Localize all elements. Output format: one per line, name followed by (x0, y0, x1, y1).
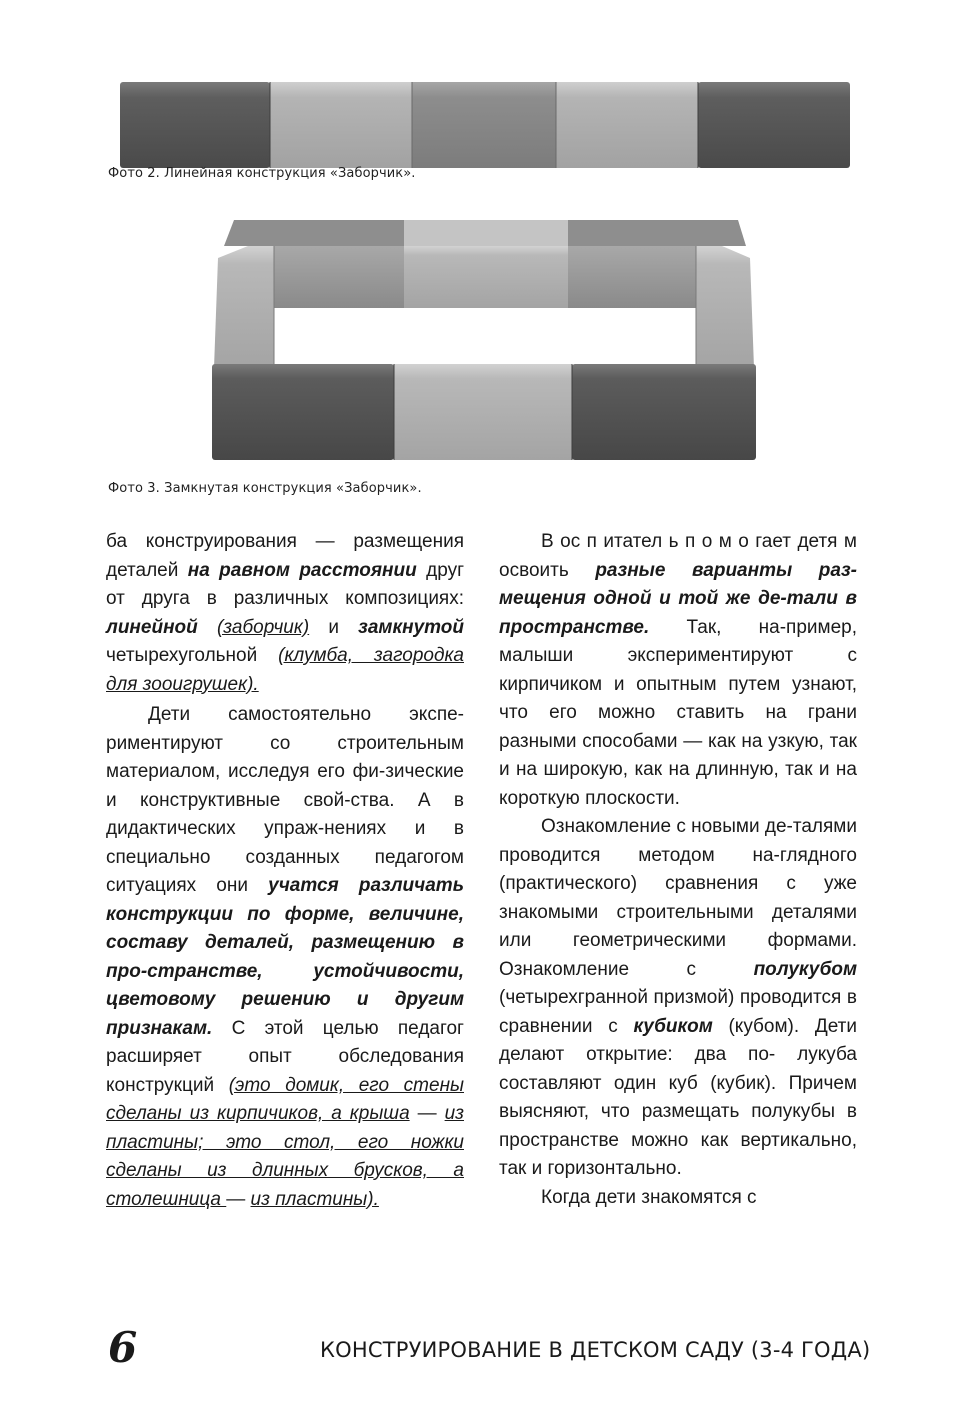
side-block-left (214, 246, 274, 368)
left-column (106, 528, 464, 1214)
block-4 (556, 82, 698, 168)
left-paragraph-1: ба конструирования — размещения деталей на равном расстоянии друг от друга в различных композициях: линейной (заборчик) и замкнутой четырехугольной (клумба, загородка для зооигрушек). (106, 531, 465, 695)
back-block-left (274, 246, 404, 308)
right-column (499, 528, 857, 1212)
photo-closed-fence (210, 218, 758, 466)
photo-2-caption: Фото 2. Линейная конструкция «Заборчик». (108, 166, 416, 181)
side-block-right (696, 246, 754, 368)
right-paragraph-3: Когда дети знакомятся с (541, 1186, 757, 1208)
block-3 (412, 82, 556, 168)
running-title: КОНСТРУИРОВАНИЕ В ДЕТСКОМ САДУ (3-4 ГОДА) (320, 1338, 871, 1362)
right-paragraph-2: Ознакомление с новыми де-талями проводится методом на-глядного (практического) сравнения с уже знакомыми строительными деталями или геометрическими формами. Ознакомление с полукубом (четырехгранной призмой) проводится в сравнении с кубиком (кубом). Дети делают открытие: два по- лукуба составляют один куб (кубик). Причем выясняют, что размещать полукубы в пространстве можно как вертикально, так и горизонтально. (499, 816, 857, 1179)
photo-3-caption: Фото 3. Замкнутая конструкция «Заборчик». (108, 481, 422, 496)
block-2 (270, 82, 412, 168)
front-block-left (212, 364, 394, 460)
front-block-center (394, 364, 572, 460)
back-block-right (568, 246, 696, 308)
right-paragraph-1: В ос п итател ь п о м о гает детя м освоить разные варианты раз-мещения одной и той же де-тали в пространстве. Так, на-пример, малыши экспериментируют с кирпичиком и опытным путем узнают, что его можно ставить на грани разными способами — как на узкую, так и на широкую, как на длинную, так и на короткую плоскости. (499, 531, 857, 809)
left-paragraph-2: Дети самостоятельно экспе-риментируют со строительным материалом, исследуя его фи-зические и конструктивные свой-ства. А в дидактических упраж-нениях и в специально созданных педагогом ситуациях они учатся различать конструкции по форме, величине, составу деталей, размещению в про-странстве, устойчивости, цветовому решению и другим признакам. С этой целью педагог расширяет опыт обследования конструкций (это домик, его стены сделаны из кирпичиков, а крыша — из пластины; это стол, его ножки сделаны из длинных брусков, а столешница — из пластины). (106, 704, 464, 1210)
back-block-center (404, 246, 568, 308)
block-5 (698, 82, 850, 168)
front-block-right (572, 364, 756, 460)
block-1 (120, 82, 270, 168)
photo-linear-fence (120, 80, 852, 170)
page-number: 6 (108, 1323, 138, 1372)
